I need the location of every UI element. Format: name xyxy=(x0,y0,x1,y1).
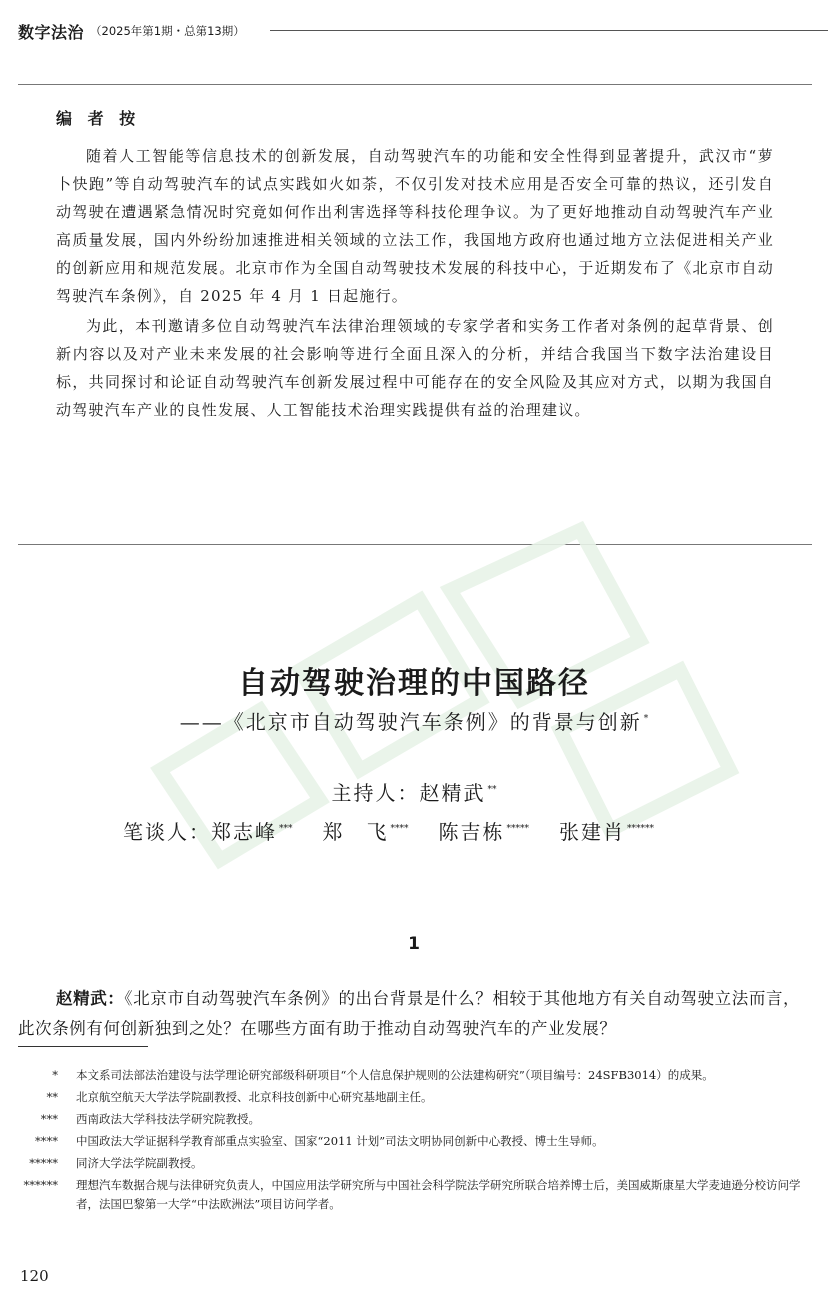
panelist-footnote-mark: ***** xyxy=(506,824,529,835)
footnote xyxy=(18,1132,814,1151)
footnote-mark: ***** xyxy=(29,1156,58,1170)
question-text: 《北京市自动驾驶汽车条例》的出台背景是什么？相较于其他地方有关自动驾驶立法而言，此次条例有何创新独到之处？在哪些方面有助于推动自动驾驶汽车的产业发展？ xyxy=(18,989,801,1038)
subtitle-footnote-mark: * xyxy=(643,714,649,725)
issue-info: （2025年第1期・总第13期） xyxy=(90,24,245,38)
footnote xyxy=(18,1066,814,1085)
footnote xyxy=(18,1176,814,1214)
running-header xyxy=(18,20,828,42)
footnote-mark: **** xyxy=(35,1134,58,1148)
panelist xyxy=(323,816,409,845)
header-rule xyxy=(270,30,828,31)
article-subtitle-text: ——《北京市自动驾驶汽车条例》的背景与创新 xyxy=(179,710,642,734)
editor-note-title: 编 者 按 xyxy=(56,109,141,128)
panelist xyxy=(439,816,530,845)
page-number: 120 xyxy=(20,1267,49,1285)
footnote-text: 北京航空航天大学法学院副教授、北京科技创新中心研究基地副主任。 xyxy=(76,1090,433,1104)
question-speaker: 赵精武： xyxy=(56,989,125,1008)
footnote-text: 西南政法大学科技法学研究院教授。 xyxy=(76,1112,260,1126)
host-label: 主持人： xyxy=(331,781,420,805)
article-subtitle xyxy=(0,706,828,735)
editor-note-top-rule xyxy=(18,84,812,85)
footnotes xyxy=(18,1066,814,1217)
footnote-mark: * xyxy=(52,1068,58,1082)
panelist-name: 郑志峰 xyxy=(211,820,277,844)
panelist xyxy=(211,816,293,845)
footnote-text: 理想汽车数据合规与法律研究负责人，中国应用法学研究所与中国社会科学院法学研究所联合培养博士后，美国威斯康星大学麦迪逊分校访问学者，法国巴黎第一大学“中法欧洲法”项目访问学者。 xyxy=(76,1178,801,1211)
journal-name: 数字法治 xyxy=(18,23,85,42)
panelist-name: 张建肖 xyxy=(559,820,625,844)
panelist xyxy=(559,816,654,845)
host-question xyxy=(18,984,812,1044)
host-line xyxy=(0,777,828,806)
panelist-footnote-mark: ****** xyxy=(627,824,654,835)
article-title: 自动驾驶治理的中国路径 xyxy=(238,666,590,701)
footnote-text: 中国政法大学证据科学教育部重点实验室、国家“2011 计划”司法文明协同创新中心教授、博士生导师。 xyxy=(76,1134,604,1148)
footnote-mark: ****** xyxy=(23,1178,58,1192)
panelist-line xyxy=(123,816,654,845)
panelist-name: 郑 飞 xyxy=(322,820,389,844)
footnote xyxy=(18,1088,814,1107)
editor-note-paragraph: 随着人工智能等信息技术的创新发展，自动驾驶汽车的功能和安全性得到显著提升，武汉市“萝卜快跑”等自动驾驶汽车的试点实践如火如荼，不仅引发对技术应用是否安全可靠的热议，还引发自动驾驶在遭遇紧急情况时究竟如何作出利害选择等科技伦理争议。为了更好地推动自动驾驶汽车产业高质量发展，国内外纷纷加速推进相关领域的立法工作，我国地方政府也通过地方立法促进相关产业的创新应用和规范发展。北京市作为全国自动驾驶技术发展的科技中心，于近期发布了《北京市自动驾驶汽车条例》，自 2025 年 4 月 1 日起施行。 xyxy=(56,147,774,305)
footnote-text: 同济大学法学院副教授。 xyxy=(76,1156,203,1170)
host-name: 赵精武 xyxy=(419,781,486,805)
footnote-mark: ** xyxy=(46,1090,58,1104)
footnote-rule xyxy=(18,1046,148,1047)
panelist-name: 陈吉栋 xyxy=(438,820,505,844)
section-number: 1 xyxy=(408,934,420,954)
editor-note-body xyxy=(56,142,774,424)
footnote-mark: *** xyxy=(40,1112,58,1126)
editor-note-paragraph: 为此，本刊邀请多位自动驾驶汽车法律治理领域的专家学者和实务工作者对条例的起草背景、创新内容以及对产业未来发展的社会影响等进行全面且深入的分析，并结合我国当下数字法治建设目标，共同探讨和论证自动驾驶汽车创新发展过程中可能存在的安全风险及其应对方式，以期为我国自动驾驶汽车产业的良性发展、人工智能技术治理实践提供有益的治理建议。 xyxy=(56,317,774,419)
panel-label: 笔谈人： xyxy=(123,820,211,844)
footnote xyxy=(18,1154,814,1173)
panelist-footnote-mark: **** xyxy=(390,824,409,835)
footnote-text: 本文系司法部法治建设与法学理论研究部级科研项目“个人信息保护规则的公法建构研究”（项目编号：24SFB3014）的成果。 xyxy=(76,1068,714,1082)
panelist-footnote-mark: *** xyxy=(279,824,293,835)
footnote xyxy=(18,1110,814,1129)
host-footnote-mark: ** xyxy=(487,785,497,796)
